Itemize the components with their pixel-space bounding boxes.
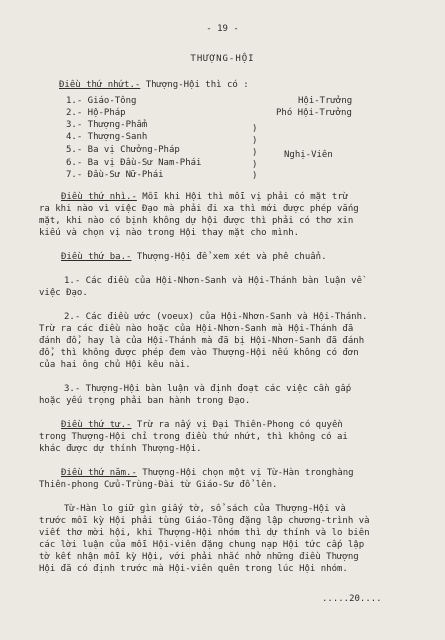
bracket-mark: ) (252, 148, 258, 158)
article-2-text: ra khi nào vì việc Đạo mà phải đi xa thì mới được phép vắng (39, 204, 359, 214)
article-2-text: kiếu và chọn vị nào trong Hội thay mặt cho mình. (39, 228, 300, 238)
article-3-point-1: 1.- Các điều của Hội-Nhơn-Sanh và Hội-Thánh bàn luận về (64, 276, 363, 286)
member-item: 7.- Đầu-Sư Nữ-Phái (66, 170, 164, 180)
article-2-text: mặt, khi nào có bịnh không dự hội được thì phải có thơ xin (39, 216, 354, 226)
article-1 (59, 80, 249, 91)
article-3-intro: Thượng-Hội để xem xét và phê chuẩn. (136, 252, 327, 262)
page-number: - 19 - (206, 24, 239, 34)
article-4-text: khác được dự thính Thượng-Hội. (39, 444, 202, 454)
article-1-intro: Thượng-Hội thì có : (145, 80, 249, 90)
closing-paragraph-line: Hội đã có định trước mà Hội-viên quên trong lúc Hội nhóm. (39, 564, 348, 574)
article-5-line (61, 468, 354, 479)
article-4-text: Trừ ra nấy vị Đại Thiên-Phong có quyền (136, 420, 343, 430)
next-page-marker: .....20.... (322, 594, 382, 604)
bracket-mark: ) (252, 136, 258, 146)
member-item: 3.- Thượng-Phẩm (66, 120, 148, 130)
closing-paragraph-line: trước mỗi kỳ Hội phải tùng Giáo-Tông đặng lập chương-trình và (39, 516, 370, 526)
role-vice-president: Phó Hội-Trưởng (276, 108, 352, 118)
article-2-line (61, 192, 348, 203)
bracket-mark: ) (252, 171, 258, 181)
article-3-line (61, 252, 327, 263)
article-3-point-1: việc Đạo. (39, 288, 88, 298)
closing-paragraph-line: các lời luận của mỗi Hội-viên đặng chung nạp Hội tức cấp lập (39, 540, 365, 550)
closing-paragraph-line: viết thơ mời hội, khi Thượng-Hội nhóm thì dự thính và lo biên (39, 528, 370, 538)
bracket-mark: ) (252, 124, 258, 134)
article-3-point-2: đánh đổ, hay là của Hội-Thánh mà đã bị Hội-Nhơn-Sanh đã đánh (39, 336, 365, 346)
bracket-mark: ) (252, 160, 258, 170)
article-4-line (61, 420, 343, 431)
article-5-heading: Điều thứ năm.- (61, 468, 137, 478)
member-item: 2.- Hộ-Pháp (66, 108, 126, 118)
article-4-heading: Điều thứ tư.- (61, 420, 132, 430)
closing-paragraph-line: tờ kết nhận mỗi kỳ Hội, với phải nhắc nhở những điều Thượng (39, 552, 359, 562)
role-councillor: Nghị-Viên (284, 150, 333, 160)
article-2-heading: Điều thứ nhì.- (61, 192, 137, 202)
role-president: Hội-Trưởng (298, 96, 353, 106)
member-item: 1.- Giáo-Tông (66, 96, 137, 106)
article-3-point-3: 3.- Thượng-Hội bàn luận và định đoạt các việc cần gấp (64, 384, 352, 394)
article-3-heading: Điều thứ ba.- (61, 252, 132, 262)
article-1-heading: Điều thứ nhứt.- (59, 80, 141, 90)
article-4-text: trong Thượng-Hội chỉ trong điều thứ nhứt, thì không có ai (39, 432, 348, 442)
article-3-point-2: đổ, thì không được phép đem vào Thượng-Hội nếu không có đơn (39, 348, 359, 358)
page-title: THƯỢNG-HỘI (190, 54, 255, 64)
member-item: 6.- Ba vị Đầu-Sư Nam-Phái (66, 158, 202, 168)
article-3-point-2: của hai ông chủ Hội kêu nài. (39, 360, 191, 370)
article-2-text: Mỗi khi Hội thì mỗi vị phải có mặt trừ (142, 192, 349, 202)
article-3-point-2: 2.- Các điều ước (voeux) của Hội-Nhơn-Sanh và Hội-Thánh. (64, 312, 368, 322)
article-3-point-3: hoặc yếu trọng phải ban hành trong Đạo. (39, 396, 251, 406)
article-5-text: Thượng-Hội chọn một vị Từ-Hàn tronghàng (142, 468, 354, 478)
article-3-point-2: Trừ ra các điều nào hoặc của Hội-Nhơn-Sanh mà Hội-Thánh đã (39, 324, 354, 334)
closing-paragraph-line: Từ-Hàn lo giữ gìn giấy tờ, sổ sách của Thượng-Hội và (64, 504, 346, 514)
member-item: 5.- Ba vị Chưởng-Pháp (66, 145, 180, 155)
member-item: 4.- Thượng-Sanh (66, 132, 148, 142)
article-5-text: Thiên-phong Cửu-Trùng-Đài từ Giáo-Sư đổ lên. (39, 480, 278, 490)
